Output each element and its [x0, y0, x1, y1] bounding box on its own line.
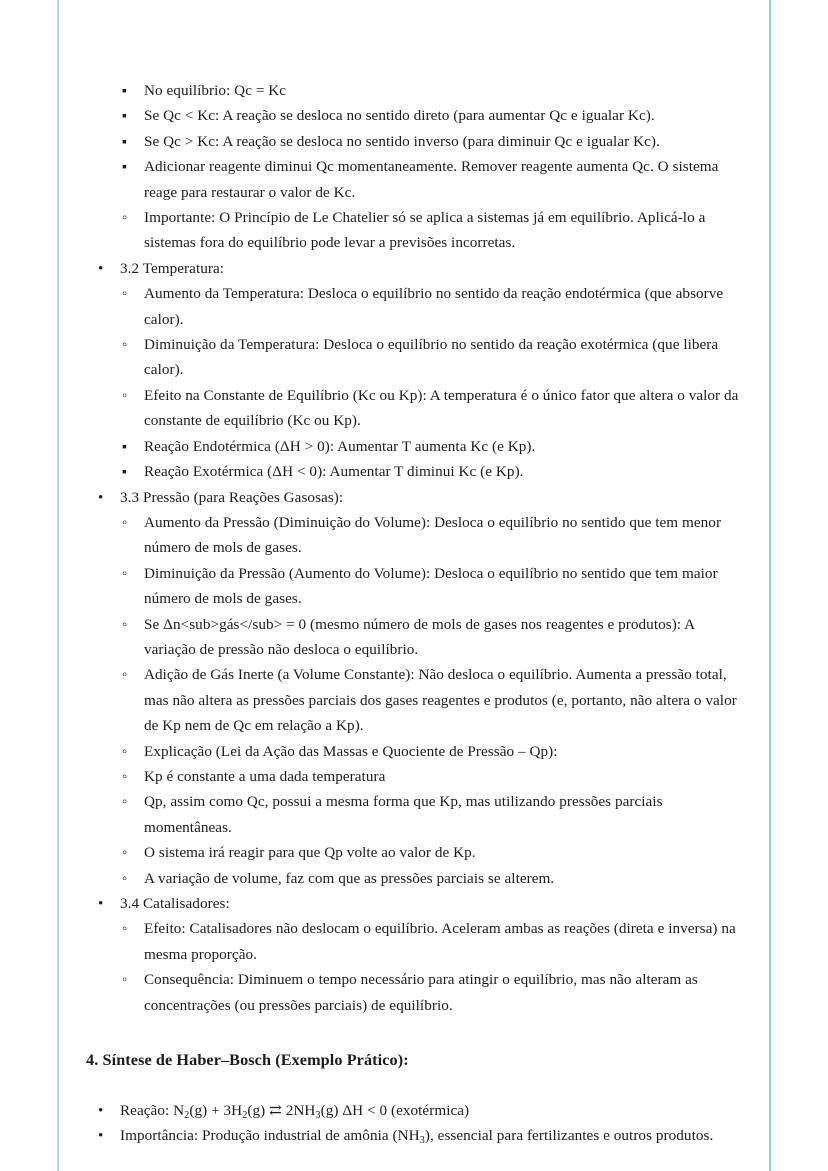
circle-bullet-icon	[122, 281, 127, 307]
section-3-3-title	[96, 485, 746, 510]
circle-bullet-icon	[122, 840, 127, 866]
list-item-text: Importância: Produção industrial de amônia $(NH_3)$, essencial para fertilizantes e outros produtos.	[120, 1127, 714, 1147]
list-item	[120, 281, 746, 332]
section-3-4-title	[96, 891, 746, 916]
list-item-text: Efeito na Constante de Equilíbrio (Kc ou Kp): A temperatura é o único fator que altera o valor da constante de equilíbrio (Kc ou Kp).	[144, 386, 739, 430]
list-item-text: Se Δn<sub>gás</sub> = 0 (mesmo número de mols de gases nos reagentes e produtos): A variação de pressão não desloca o equilíbrio.	[144, 615, 695, 658]
section-3-3-level2-list	[120, 510, 746, 891]
circle-bullet-icon	[122, 662, 127, 688]
list-item	[120, 866, 746, 891]
list-item	[120, 612, 746, 663]
list-item	[120, 739, 746, 764]
square-bullet-icon	[122, 103, 127, 129]
circle-bullet-icon	[122, 866, 127, 892]
list-item-text: Importante: O Princípio de Le Chatelier só se aplica a sistemas já em equilíbrio. Aplicá-lo a sistemas fora do equilíbrio pode levar a previsões incorretas.	[144, 209, 706, 252]
list-item-text: Diminuição da Pressão (Aumento do Volume): Desloca o equilíbrio no sentido que tem maior número de mols de gases.	[144, 564, 718, 608]
left-margin-rule	[57, 0, 59, 1171]
section-title-text: 3.4 Catalisadores:	[120, 895, 230, 912]
section-3-2-level2-list	[120, 281, 746, 433]
list-item-text: Consequência: Diminuem o tempo necessário para atingir o equilíbrio, mas não alteram as concentrações (ou pressões parciais) de equilíbrio.	[144, 971, 698, 1014]
circle-bullet-icon	[122, 383, 127, 409]
section-3-3	[96, 485, 746, 510]
circle-bullet-icon	[122, 789, 127, 815]
section-title-text: 3.2 Temperatura:	[120, 259, 225, 277]
circle-bullet-icon	[122, 205, 127, 231]
list-item	[120, 332, 746, 383]
list-item	[120, 764, 746, 789]
list-item	[120, 789, 746, 840]
section-3-4	[96, 891, 746, 916]
circle-bullet-icon	[122, 967, 127, 993]
list-item-text: A variação de volume, faz com que as pressões parciais se alterem.	[144, 869, 555, 887]
list-item	[96, 1123, 746, 1148]
section-3-2-title	[96, 256, 746, 281]
list-group-a-level2	[120, 205, 746, 256]
list-item-text: Aumento da Pressão (Diminuição do Volume): Desloca o equilíbrio no sentido que tem menor número de mols de gases.	[144, 513, 722, 557]
disc-bullet-icon	[98, 485, 103, 511]
list-item-text: Se Qc < Kc: A reação se desloca no sentido direto (para aumentar Qc e igualar Kc).	[144, 107, 655, 125]
list-item	[120, 103, 746, 128]
section-3-2-level3-list	[120, 434, 746, 485]
document-content	[86, 78, 746, 1149]
list-item-text: No equilíbrio: Qc = Kc	[144, 82, 287, 99]
list-item	[120, 129, 746, 154]
section-3-2	[96, 256, 746, 281]
list-item	[120, 561, 746, 612]
list-item	[120, 840, 746, 865]
section-title-text: 3.3 Pressão (para Reações Gasosas):	[120, 488, 344, 506]
circle-bullet-icon	[122, 739, 127, 765]
list-item	[96, 1098, 746, 1123]
list-item-text: Qp, assim como Qc, possui a mesma forma que Kp, mas utilizando pressões parciais momentâneas.	[144, 793, 663, 836]
circle-bullet-icon	[122, 561, 127, 587]
square-bullet-icon	[122, 78, 127, 104]
circle-bullet-icon	[122, 916, 127, 942]
list-item-text: Explicação (Lei da Ação das Massas e Quociente de Pressão – Qp):	[144, 742, 558, 760]
list-item	[120, 434, 746, 459]
circle-bullet-icon	[122, 332, 127, 358]
list-item-text: O sistema irá reagir para que Qp volte ao valor de Kp.	[144, 844, 476, 862]
circle-bullet-icon	[122, 510, 127, 536]
disc-bullet-icon	[98, 1123, 103, 1149]
disc-bullet-icon	[98, 1098, 103, 1124]
section-3-4-level2-list	[120, 916, 746, 1018]
square-bullet-icon	[122, 129, 127, 155]
disc-bullet-icon	[98, 256, 103, 282]
list-item	[120, 510, 746, 561]
list-item	[120, 916, 746, 967]
list-item	[120, 154, 746, 205]
list-item-text: Reação: $N_2(g) + 3H_2(g)$ ⇄ $2NH_3(g) \Delta H < 0$ (exotérmica)	[120, 1102, 470, 1121]
right-margin-rule	[769, 0, 771, 1171]
list-item	[120, 662, 746, 738]
list-item	[120, 967, 746, 1018]
list-item-text: Adicionar reagente diminui Qc momentaneamente. Remover reagente aumenta Qc. O sistema reage para restaurar o valor de Kc.	[144, 158, 719, 201]
list-item-text: Adição de Gás Inerte (a Volume Constante): Não desloca o equilíbrio. Aumenta a pressão total, mas não altera as pressões parciais dos gases reagentes e produtos (e, portanto, não altera o valor de Kp nem de Qc em relação a Kp).	[144, 666, 737, 735]
list-item	[120, 78, 746, 103]
list-item-text: Kp é constante a uma dada temperatura	[144, 767, 386, 785]
list-item	[120, 459, 746, 484]
list-item-text: Se Qc > Kc: A reação se desloca no sentido inverso (para diminuir Qc e igualar Kc).	[144, 132, 660, 150]
list-item-text: Reação Endotérmica (ΔH > 0): Aumentar T aumenta Kc (e Kp).	[144, 437, 536, 455]
section-4-list	[96, 1098, 746, 1149]
list-item-text: Aumento da Temperatura: Desloca o equilíbrio no sentido da reação endotérmica (que absorve calor).	[144, 285, 724, 328]
list-item	[120, 383, 746, 434]
list-item-text: Diminuição da Temperatura: Desloca o equilíbrio no sentido da reação exotérmica (que libera calor).	[144, 336, 719, 379]
list-group-a-level3	[120, 78, 746, 205]
square-bullet-icon	[122, 434, 127, 460]
disc-bullet-icon	[98, 891, 103, 917]
circle-bullet-icon	[122, 764, 127, 790]
list-item-text: Efeito: Catalisadores não deslocam o equilíbrio. Aceleram ambas as reações (direta e inversa) na mesma proporção.	[144, 920, 736, 963]
section-4-heading: 4. Síntese de Haber–Bosch (Exemplo Prático):	[86, 1051, 409, 1070]
list-item	[120, 205, 746, 256]
square-bullet-icon	[122, 459, 127, 485]
list-item-text: Reação Exotérmica (ΔH < 0): Aumentar T diminui Kc (e Kp).	[144, 463, 524, 481]
circle-bullet-icon	[122, 612, 127, 638]
square-bullet-icon	[122, 154, 127, 180]
